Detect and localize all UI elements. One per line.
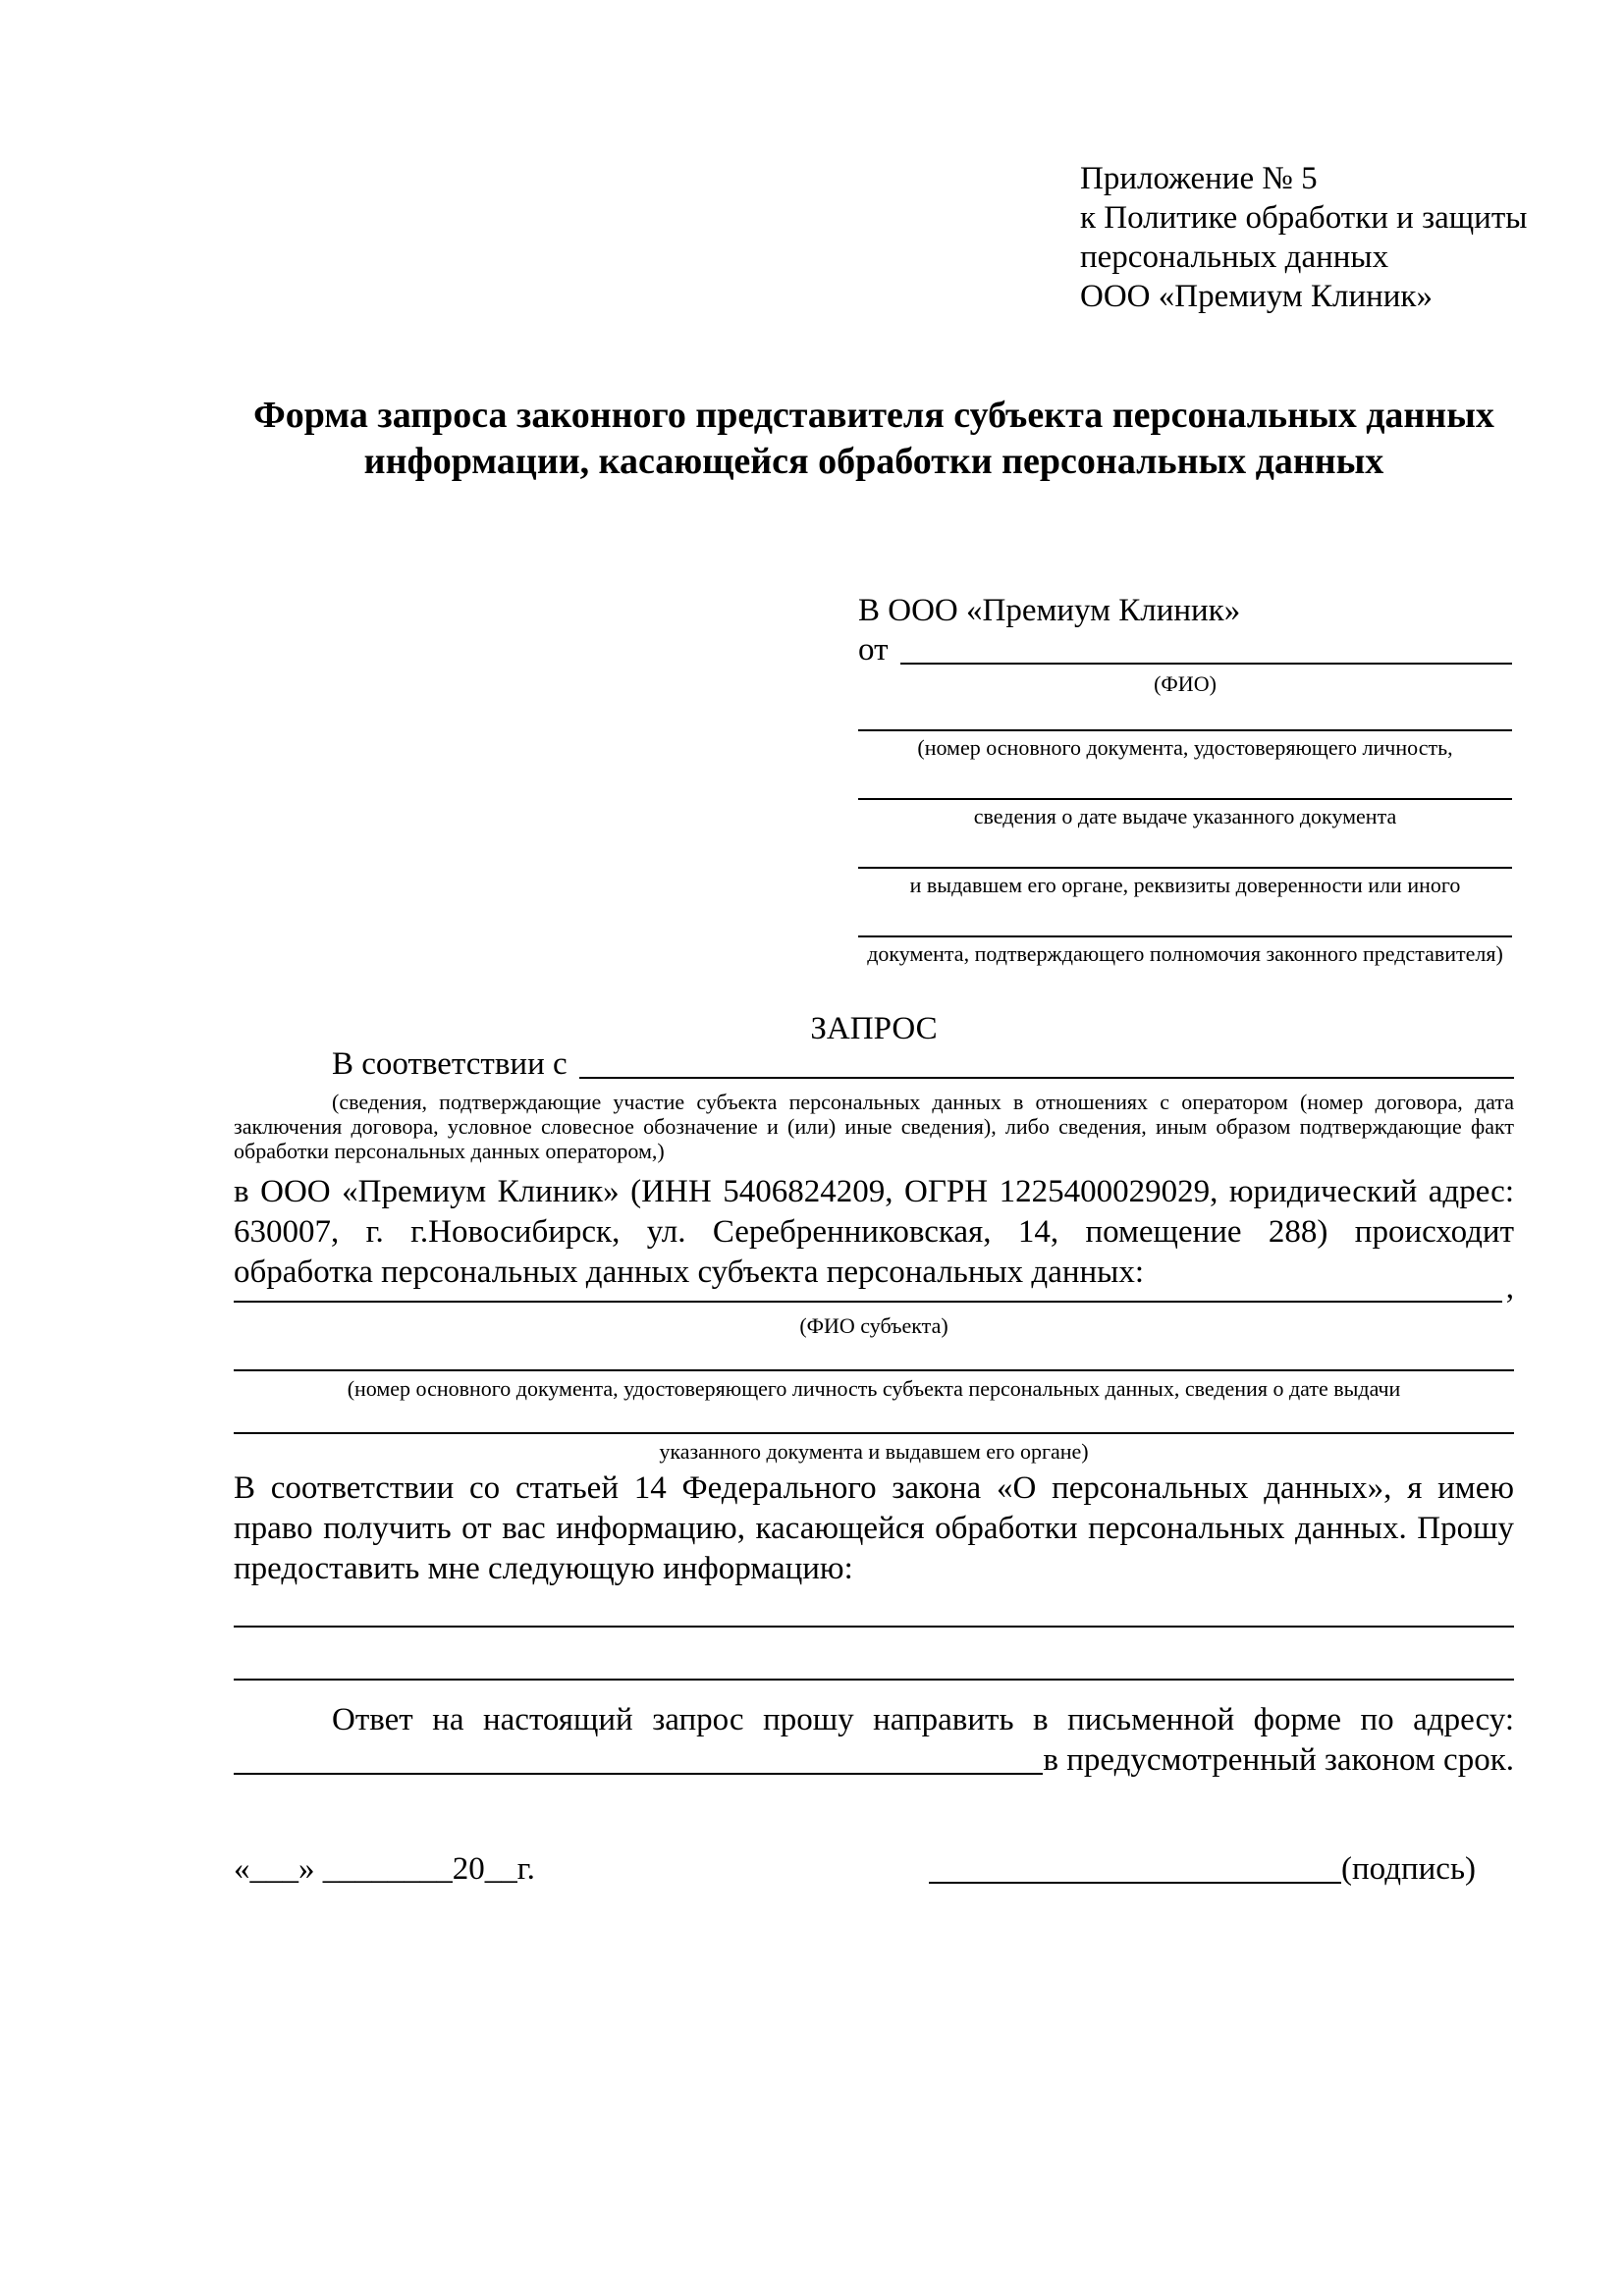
appendix-line: Приложение № 5: [1080, 161, 1318, 196]
intro-caption-line: (сведения, подтверждающие участие субъекта персональных данных в отношениях с оператором (номер договора, дата: [332, 1090, 1514, 1114]
law-paragraph-line: В соответствии со статьей 14 Федерального закона «О персональных данных», я имею: [234, 1470, 1514, 1506]
operator-paragraph-line: 630007, г. г.Новосибирск, ул. Серебренниковская, 14, помещение 288) происходит: [234, 1214, 1514, 1250]
document-title-line-2: информации, касающейся обработки персональных данных: [363, 441, 1384, 482]
fill-in-line: [858, 867, 1512, 869]
intro-row: [234, 1044, 1514, 1084]
reply-line-1: Ответ на настоящий запрос прошу направить в письменной форме по адресу:: [332, 1702, 1514, 1737]
address-fill-in-line: [234, 1740, 1043, 1775]
info-fill-in-line: [234, 1679, 1514, 1681]
intro-label: В соответствии с: [332, 1046, 568, 1082]
intro-caption-line: обработки персональных данных оператором,): [234, 1139, 665, 1163]
reply-row-2: [234, 1740, 1514, 1780]
signature-row: [929, 1849, 1476, 1889]
intro-caption-line: заключения договора, условное словесное обозначение и (или) иные сведения), либо сведения, иным образом подтверждающие факт: [234, 1114, 1514, 1139]
appendix-line: персональных данных: [1080, 240, 1389, 275]
signature-caption: (подпись): [1341, 1851, 1476, 1887]
fio-caption: (ФИО): [1154, 671, 1217, 696]
subject-doc-caption-line-1: (номер основного документа, удостоверяющего личность субъекта персональных данных, сведения о дате выдачи: [347, 1376, 1401, 1401]
addressee-from-row: [858, 630, 1512, 669]
appendix-line: ООО «Премиум Клиник»: [1080, 279, 1433, 314]
date-blank: «___» ________20__г.: [234, 1851, 535, 1887]
fill-in-line: [234, 1432, 1514, 1434]
fill-in-line: [858, 935, 1512, 937]
fill-in-line: [858, 798, 1512, 800]
operator-paragraph-line: обработка персональных данных субъекта персональных данных:: [234, 1255, 1144, 1290]
subject-doc-caption-line-2: указанного документа и выдавшем его органе): [659, 1439, 1089, 1464]
blank-caption: (номер основного документа, удостоверяющего личность,: [917, 735, 1453, 760]
law-paragraph-line: предоставить мне следующую информацию:: [234, 1551, 853, 1586]
appendix-line: к Политике обработки и защиты: [1080, 200, 1528, 236]
agreement-fill-in-line: [579, 1044, 1514, 1079]
subject-fio-caption: (ФИО субъекта): [799, 1313, 948, 1338]
spacer: [568, 1044, 579, 1084]
info-fill-in-line: [234, 1626, 1514, 1628]
fill-in-line: [234, 1369, 1514, 1371]
subject-fio-row: [234, 1268, 1514, 1308]
blank-caption: сведения о дате выдаче указанного документа: [973, 804, 1397, 828]
operator-paragraph-line: в ООО «Премиум Клиник» (ИНН 5406824209, ОГРН 1225400029029, юридический адрес:: [234, 1174, 1514, 1209]
fill-in-line: [858, 729, 1512, 731]
law-paragraph-line: право получить от вас информацию, касающейся обработки персональных данных. Прошу: [234, 1511, 1514, 1546]
addressee-organization: В ООО «Премиум Клиник»: [858, 593, 1241, 628]
fio-fill-in-line: [900, 630, 1513, 665]
appendix-block: [1080, 159, 1532, 316]
subject-fio-fill-in-line: [234, 1268, 1502, 1303]
request-heading: ЗАПРОС: [810, 1011, 938, 1046]
subject-comma: ,: [1505, 1270, 1514, 1306]
from-label: от: [858, 632, 889, 667]
signature-fill-in-line: [929, 1849, 1341, 1884]
reply-line-2-suffix: в предусмотренный законом срок.: [1043, 1742, 1514, 1778]
spacer: [889, 630, 900, 669]
blank-caption: и выдавшем его органе, реквизиты доверенности или иного: [909, 873, 1461, 897]
document-title-line-1: Форма запроса законного представителя субъекта персональных данных: [253, 395, 1494, 436]
blank-caption: документа, подтверждающего полномочия законного представителя): [867, 941, 1503, 966]
